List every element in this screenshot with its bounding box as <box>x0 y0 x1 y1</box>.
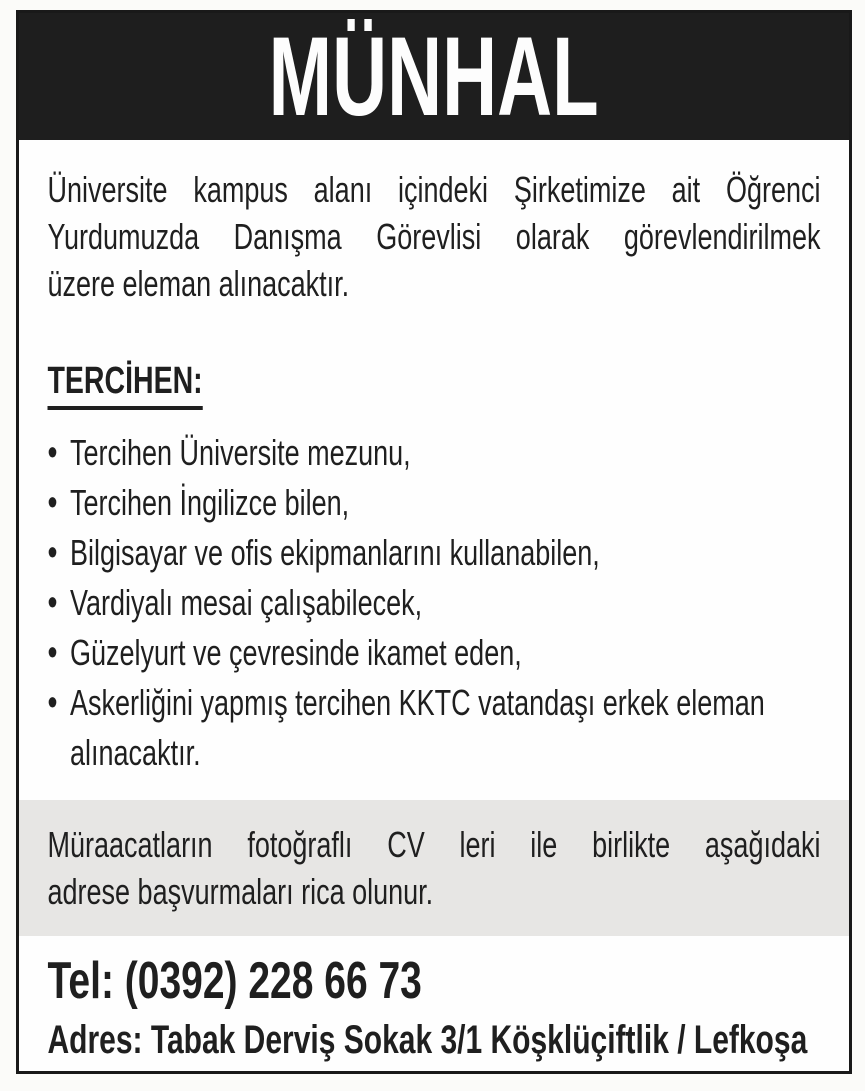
list-item-text: Güzelyurt ve çevresinde ikamet eden, <box>70 631 522 673</box>
application-note <box>19 800 849 936</box>
list-item-text: Tercihen Üniversite mezunu, <box>70 431 411 473</box>
phone-line: Tel: (0392) 228 66 73 <box>47 951 422 1010</box>
note-line-1: Müraacatların fotoğraflı CV leri ile birlikte aşağıdaki <box>47 823 821 865</box>
list-item <box>48 578 821 628</box>
intro-paragraph <box>48 166 821 307</box>
ad-title-banner <box>19 13 849 140</box>
list-item-text: Bilgisayar ve ofis ekipmanlarını kullanabilen, <box>70 531 600 573</box>
contact-info <box>48 950 821 1066</box>
intro-line-1: Üniversite kampus alanı içindeki Şirketimize ait Öğrenci <box>47 169 821 210</box>
bullet-icon: • <box>47 481 58 524</box>
list-item <box>48 428 821 478</box>
list-item <box>48 478 821 528</box>
list-item-text: Tercihen İngilizce bilen, <box>70 481 350 523</box>
list-item-text: Vardiyalı mesai çalışabilecek, <box>70 581 423 623</box>
bullet-icon: • <box>47 581 58 624</box>
note-line-2: adrese başvurmaları rica olunur. <box>47 870 434 912</box>
bullet-icon: • <box>47 431 58 474</box>
list-item <box>48 628 821 678</box>
list-item <box>48 528 821 578</box>
list-item <box>48 678 821 778</box>
preferences-heading-row <box>48 361 821 410</box>
bullet-icon: • <box>47 631 58 674</box>
list-item-text: Askerliğini yapmış tercihen KKTC vatandaşı erkek eleman alınacaktır. <box>70 681 765 773</box>
ad-title: MÜNHAL <box>269 13 599 139</box>
bullet-icon: • <box>47 531 58 574</box>
ad-body <box>19 166 849 1066</box>
address-line: Adres: Tabak Derviş Sokak 3/1 Köşklüçiftlik / Lefkoşa <box>47 1017 808 1062</box>
preferences-list <box>48 428 821 778</box>
intro-line-3: üzere eleman alınacaktır. <box>47 263 350 304</box>
bullet-icon: • <box>47 681 58 724</box>
intro-line-2: Yurdumuzda Danışma Görevlisi olarak görevlendirilmek <box>47 216 821 257</box>
preferences-heading: TERCİHEN: <box>48 361 203 410</box>
job-ad <box>16 10 852 1074</box>
